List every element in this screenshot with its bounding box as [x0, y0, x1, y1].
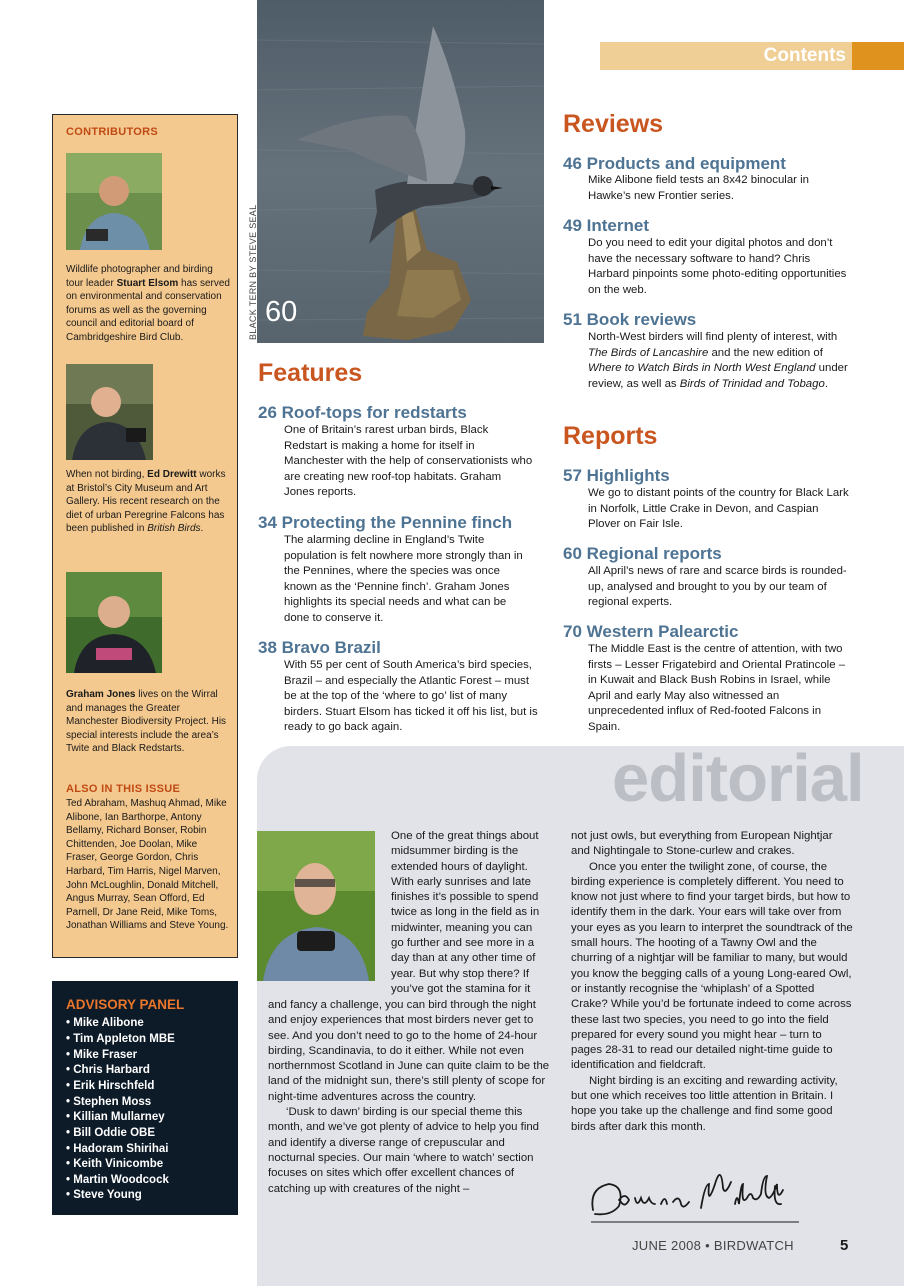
advisory-member: • Hadoram Shirihai	[66, 1143, 169, 1155]
reports-heading: Reports	[563, 422, 658, 450]
review-item-title[interactable]: 46 Products and equipment	[563, 154, 786, 173]
contributor-bio-stuart-elsom: Wildlife photographer and birding tour leader Stuart Elsom has served on environmental and conservation forums as well as the governing council and editorial board of Cambridgeshire Bird Club.	[66, 264, 230, 343]
advisory-member: • Chris Harbard	[66, 1064, 150, 1076]
review-item-desc: North-West birders will find plenty of interest, with The Birds of Lancashire and the new edition of Where to Watch Birds in North West England under review, as well as Birds of Trinidad and Tobago.	[588, 331, 848, 390]
footer-issue: JUNE 2008 • BIRDWATCH	[632, 1238, 794, 1253]
review-item-desc: Mike Alibone field tests an 8x42 binocular in Hawke’s new Frontier series.	[588, 174, 809, 202]
footer-page-number: 5	[840, 1237, 849, 1254]
report-item-title[interactable]: 70 Western Palearctic	[563, 622, 739, 641]
report-item-title[interactable]: 60 Regional reports	[563, 544, 722, 563]
feature-item-desc: The alarming decline in England’s Twite population is felt nowhere more strongly than in the Pennines, where the species was once known as the ‘Pennine finch’. Graham Jones highlights its special needs and what can be done to conserve it.	[284, 534, 523, 624]
feature-item-desc: One of Britain’s rarest urban birds, Black Redstart is making a home for itself in Manchester with the help of conservationists who are creating new roof-top habitats. Graham Jones reports.	[284, 424, 533, 499]
advisory-member: • Keith Vinicombe	[66, 1158, 164, 1170]
features-heading: Features	[258, 359, 363, 387]
contents-tab-end	[852, 42, 904, 70]
feature-item-desc: With 55 per cent of South America’s bird species, Brazil – and especially the Atlantic Forest – must be at the top of the ‘where to go’ list of many birders. Stuart Elsom has ticked it off his list, but is ready to go back again.	[284, 659, 538, 734]
report-item-title[interactable]: 57 Highlights	[563, 466, 670, 485]
contributor-photo-ed-drewitt	[66, 364, 153, 460]
signature-graphic	[585, 1174, 805, 1226]
contributor-bio-ed-drewitt: When not birding, Ed Drewitt works at Bristol’s City Museum and Art Gallery. His recent research on the diet of urban Peregrine Falcons has been published in British Birds.	[66, 469, 226, 535]
photo-page-number: 60	[265, 296, 298, 328]
advisory-member: • Tim Appleton MBE	[66, 1033, 175, 1045]
contributor-photo-stuart-elsom	[66, 153, 162, 250]
editor-signature	[585, 1174, 805, 1226]
advisory-member: • Martin Woodcock	[66, 1174, 169, 1186]
editorial-column-2: not just owls, but everything from European Nightjar and Nightingale to Stone-curlew and crakes. Once you enter the twilight zone, of course, the birding experience is completely different. You need to know not just where to find your target birds, but how to identify them in the dark. Your ears will take over from your eyes as you learn to interpret the soundtrack of the small hours. The hooting of a Tawny Owl and the churring of a nightjar will be familiar to many, but would you know the begging calls of a young Long-eared Owl, or instantly recognise the ‘whiplash’ of a Spotted Crake? While you’d be fortunate indeed to come across these last two species, you need to go into the field prepared for every sound you might hear – turn to pages 28-31 to read our detailed night-time guide to identification and fieldcraft. Night birding is an exciting and rewarding activity, but one which receives too little attention in Britain. I hope you take up the challenge and find some good birds after dark this month.	[571, 830, 853, 1133]
contributor-photo-graham-jones	[66, 572, 162, 673]
advisory-member: • Mike Alibone	[66, 1017, 144, 1029]
report-item-desc: All April’s news of rare and scarce birds is rounded-up, analysed and brought to you by our team of regional experts.	[588, 565, 847, 609]
feature-item-title[interactable]: 38 Bravo Brazil	[258, 638, 381, 657]
advisory-member: • Stephen Moss	[66, 1096, 152, 1108]
editorial-heading: editorial	[612, 741, 864, 816]
report-item-desc: The Middle East is the centre of attention, with two firsts – Lesser Frigatebird and Oriental Pratincole – in Kuwait and Black Bush Robins in Israel, while April and early May also witnessed an unprecedented influx of Red-footed Falcons in Spain.	[588, 643, 846, 733]
contributors-heading: CONTRIBUTORS	[66, 126, 159, 138]
contents-label: Contents	[763, 45, 846, 66]
reviews-heading: Reviews	[563, 110, 664, 138]
black-tern-photo	[257, 0, 544, 343]
editor-photo	[257, 831, 375, 981]
review-item-title[interactable]: 49 Internet	[563, 216, 649, 235]
review-item-title[interactable]: 51 Book reviews	[563, 310, 697, 329]
advisory-member: • Killian Mullarney	[66, 1111, 165, 1123]
advisory-member: • Erik Hirschfeld	[66, 1080, 155, 1092]
editorial-column-1-intro: One of the great things about midsummer birding is the extended hours of daylight. With early sunrises and late finishes it’s possible to spend twice as long in the field as in midwinter, meaning you can go further and see more in a day than at any other time of year. But why stop there? If you’ve got the stamina for it	[391, 830, 540, 995]
contributor-name: Ed Drewitt	[147, 469, 197, 480]
advisory-member: • Mike Fraser	[66, 1049, 138, 1061]
editorial-column-1-body: and fancy a challenge, you can bird through the night and enjoy experiences that most birders never get to see. And you don’t need to go to the home of 24-hour birding, Scandinavia, to do it either. While not even northernmost Scotland in June can quite claim to be the land of the midnight sun, there’s still plenty of scope for night-time adventures across the country. ‘Dusk to dawn’ birding is our special theme this month, and we’ve got plenty of advice to help you find and identify a diverse range of crepuscular and nocturnal species. Our main ‘where to watch’ section focuses on sites which offer excellent chances of catching up with creatures of the night –	[268, 999, 550, 1195]
feature-item-title[interactable]: 26 Roof-tops for redstarts	[258, 403, 467, 422]
black-tern-illustration	[257, 0, 544, 343]
also-in-this-issue-heading: ALSO IN THIS ISSUE	[66, 783, 181, 795]
advisory-member: • Bill Oddie OBE	[66, 1127, 156, 1139]
photo-credit: BLACK TERN BY STEVE SEAL	[248, 204, 258, 340]
contributor-name: Graham Jones	[66, 689, 136, 700]
report-item-desc: We go to distant points of the country for Black Lark in Norfolk, Little Crake in Devon, and Caspian Plover on Fair Isle.	[588, 487, 849, 531]
contributor-name: Stuart Elsom	[116, 277, 179, 289]
also-in-this-issue-list: Ted Abraham, Mashuq Ahmad, Mike Alibone, Ian Barthorpe, Antony Bellamy, Richard Bonser, Robin Chittenden, Joe Doolan, Mike Fraser, George Gordon, Chris Harbard, Tim Harris, Nigel Marven, John McLoughlin, Donald Mitchell, Angus Murray, Sean Offord, Ed Parnell, Dr Jane Reid, Mike Toms, Jonathan Williams and Steve Young.	[66, 798, 229, 932]
feature-item-title[interactable]: 34 Protecting the Pennine finch	[258, 513, 513, 532]
advisory-member: • Steve Young	[66, 1189, 142, 1201]
contributor-bio-graham-jones: Graham Jones lives on the Wirral and manages the Greater Manchester Biodiversity Project. His special interests include the area’s Twite and Black Redstarts.	[66, 689, 227, 755]
review-item-desc: Do you need to edit your digital photos and don’t have the necessary software to hand? Chris Harbard pinpoints some photo-editing opportunities on the web.	[588, 237, 847, 296]
advisory-panel-title: ADVISORY PANEL	[66, 997, 185, 1012]
